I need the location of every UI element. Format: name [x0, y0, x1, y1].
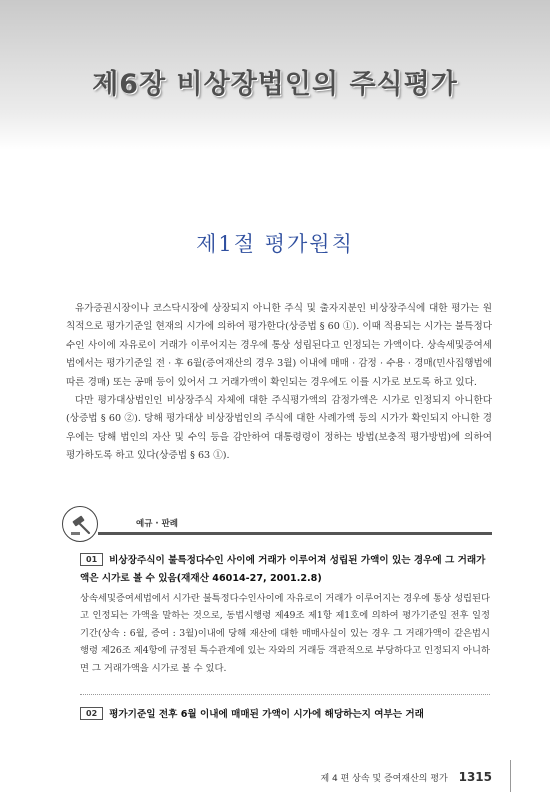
paragraph: 다만 평가대상법인인 비상장주식 자체에 대한 주식평가액의 감정가액은 시가로 인정되지 아니한다(상증법 § 60 ②). 당해 평가대상 비상장법인의 주식에 대한 사례가액 등의 시가가 확인되지 아니한 경우에는 당해 법인의 자산 및 수익 등을 감안하여 대통령령이 정하는 방법(보충적 평가방법)에 의하여 평가하도록 하고 있다(상증법 § 63 ①). — [66, 395, 492, 462]
body-text — [66, 300, 492, 466]
case-divider — [80, 694, 490, 695]
case-section-rule — [98, 532, 492, 535]
case-item — [80, 706, 490, 724]
case-number-badge: 01 — [80, 553, 103, 566]
paragraph: 유가증권시장이나 코스닥시장에 상장되지 아니한 주식 및 출자지분인 비상장주식에 대한 평가는 원칙적으로 평가기준일 현재의 시가에 의하여 평가한다(상증법 § 60 ①). 이때 적용되는 시가는 불특정다수인 사이에 자유로이 거래가 이루어지는 경우에 통상 성립된다고 인정되는 가액이다. 상속세및증여세법에서는 평가기준일 전 · 후 6월(증여재산의 경우 3월) 이내에 매매 · 감정 · 수용 · 경매(민사집행법에 따른 경매) 또는 공매 등이 있어서 그 거래가액이 확인되는 경우에도 이를 시가로 보도록 하고 있다. — [66, 303, 492, 388]
case-item — [80, 552, 490, 677]
page-footer — [0, 770, 492, 784]
section-title: 제1절 평가원칙 — [196, 232, 354, 256]
case-heading-text: 비상장주식이 불특정다수인 사이에 거래가 이루어져 성립된 가액이 있는 경우에 그 거래가액은 시가로 볼 수 있음(재재산 46014-27, 2001.2.8) — [80, 555, 486, 584]
page-number: 1315 — [458, 770, 492, 784]
case-heading-text: 평가기준일 전후 6월 이내에 매매된 가액이 시가에 해당하는지 여부는 거래 — [109, 709, 424, 720]
case-heading — [80, 706, 490, 724]
gavel-icon-frame — [62, 506, 98, 542]
case-section-header — [62, 506, 492, 540]
footer-edge-line — [510, 760, 511, 792]
case-body: 상속세및증여세법에서 시가란 불특정다수인사이에 자유로이 거래가 이루어지는 경우에 통상 성립된다고 인정되는 가액을 말하는 것으로, 동법시행령 제49조 제1항 제1호에 의하여 평가기준일 전후 일정기간(상속 : 6월, 증여 : 3월)이내에 당해 재산에 대한 매매사실이 있는 경우 그 거래가액이 같은법시행령 제26조 제4항에 규정된 특수관계에 있는 자와의 거래등 객관적으로 부당하다고 인정되지 아니하면 그 거래가액을 시가로 볼 수 있다. — [80, 593, 490, 674]
footer-part-title: 제 4 편 상속 및 증여재산의 평가 — [320, 774, 448, 784]
gavel-icon — [69, 513, 93, 537]
case-section-label: 예규 · 판례 — [136, 519, 178, 529]
case-heading — [80, 552, 490, 588]
case-number-badge: 02 — [80, 707, 103, 720]
chapter-title: 제6장 비상장법인의 주식평가 — [92, 69, 458, 100]
